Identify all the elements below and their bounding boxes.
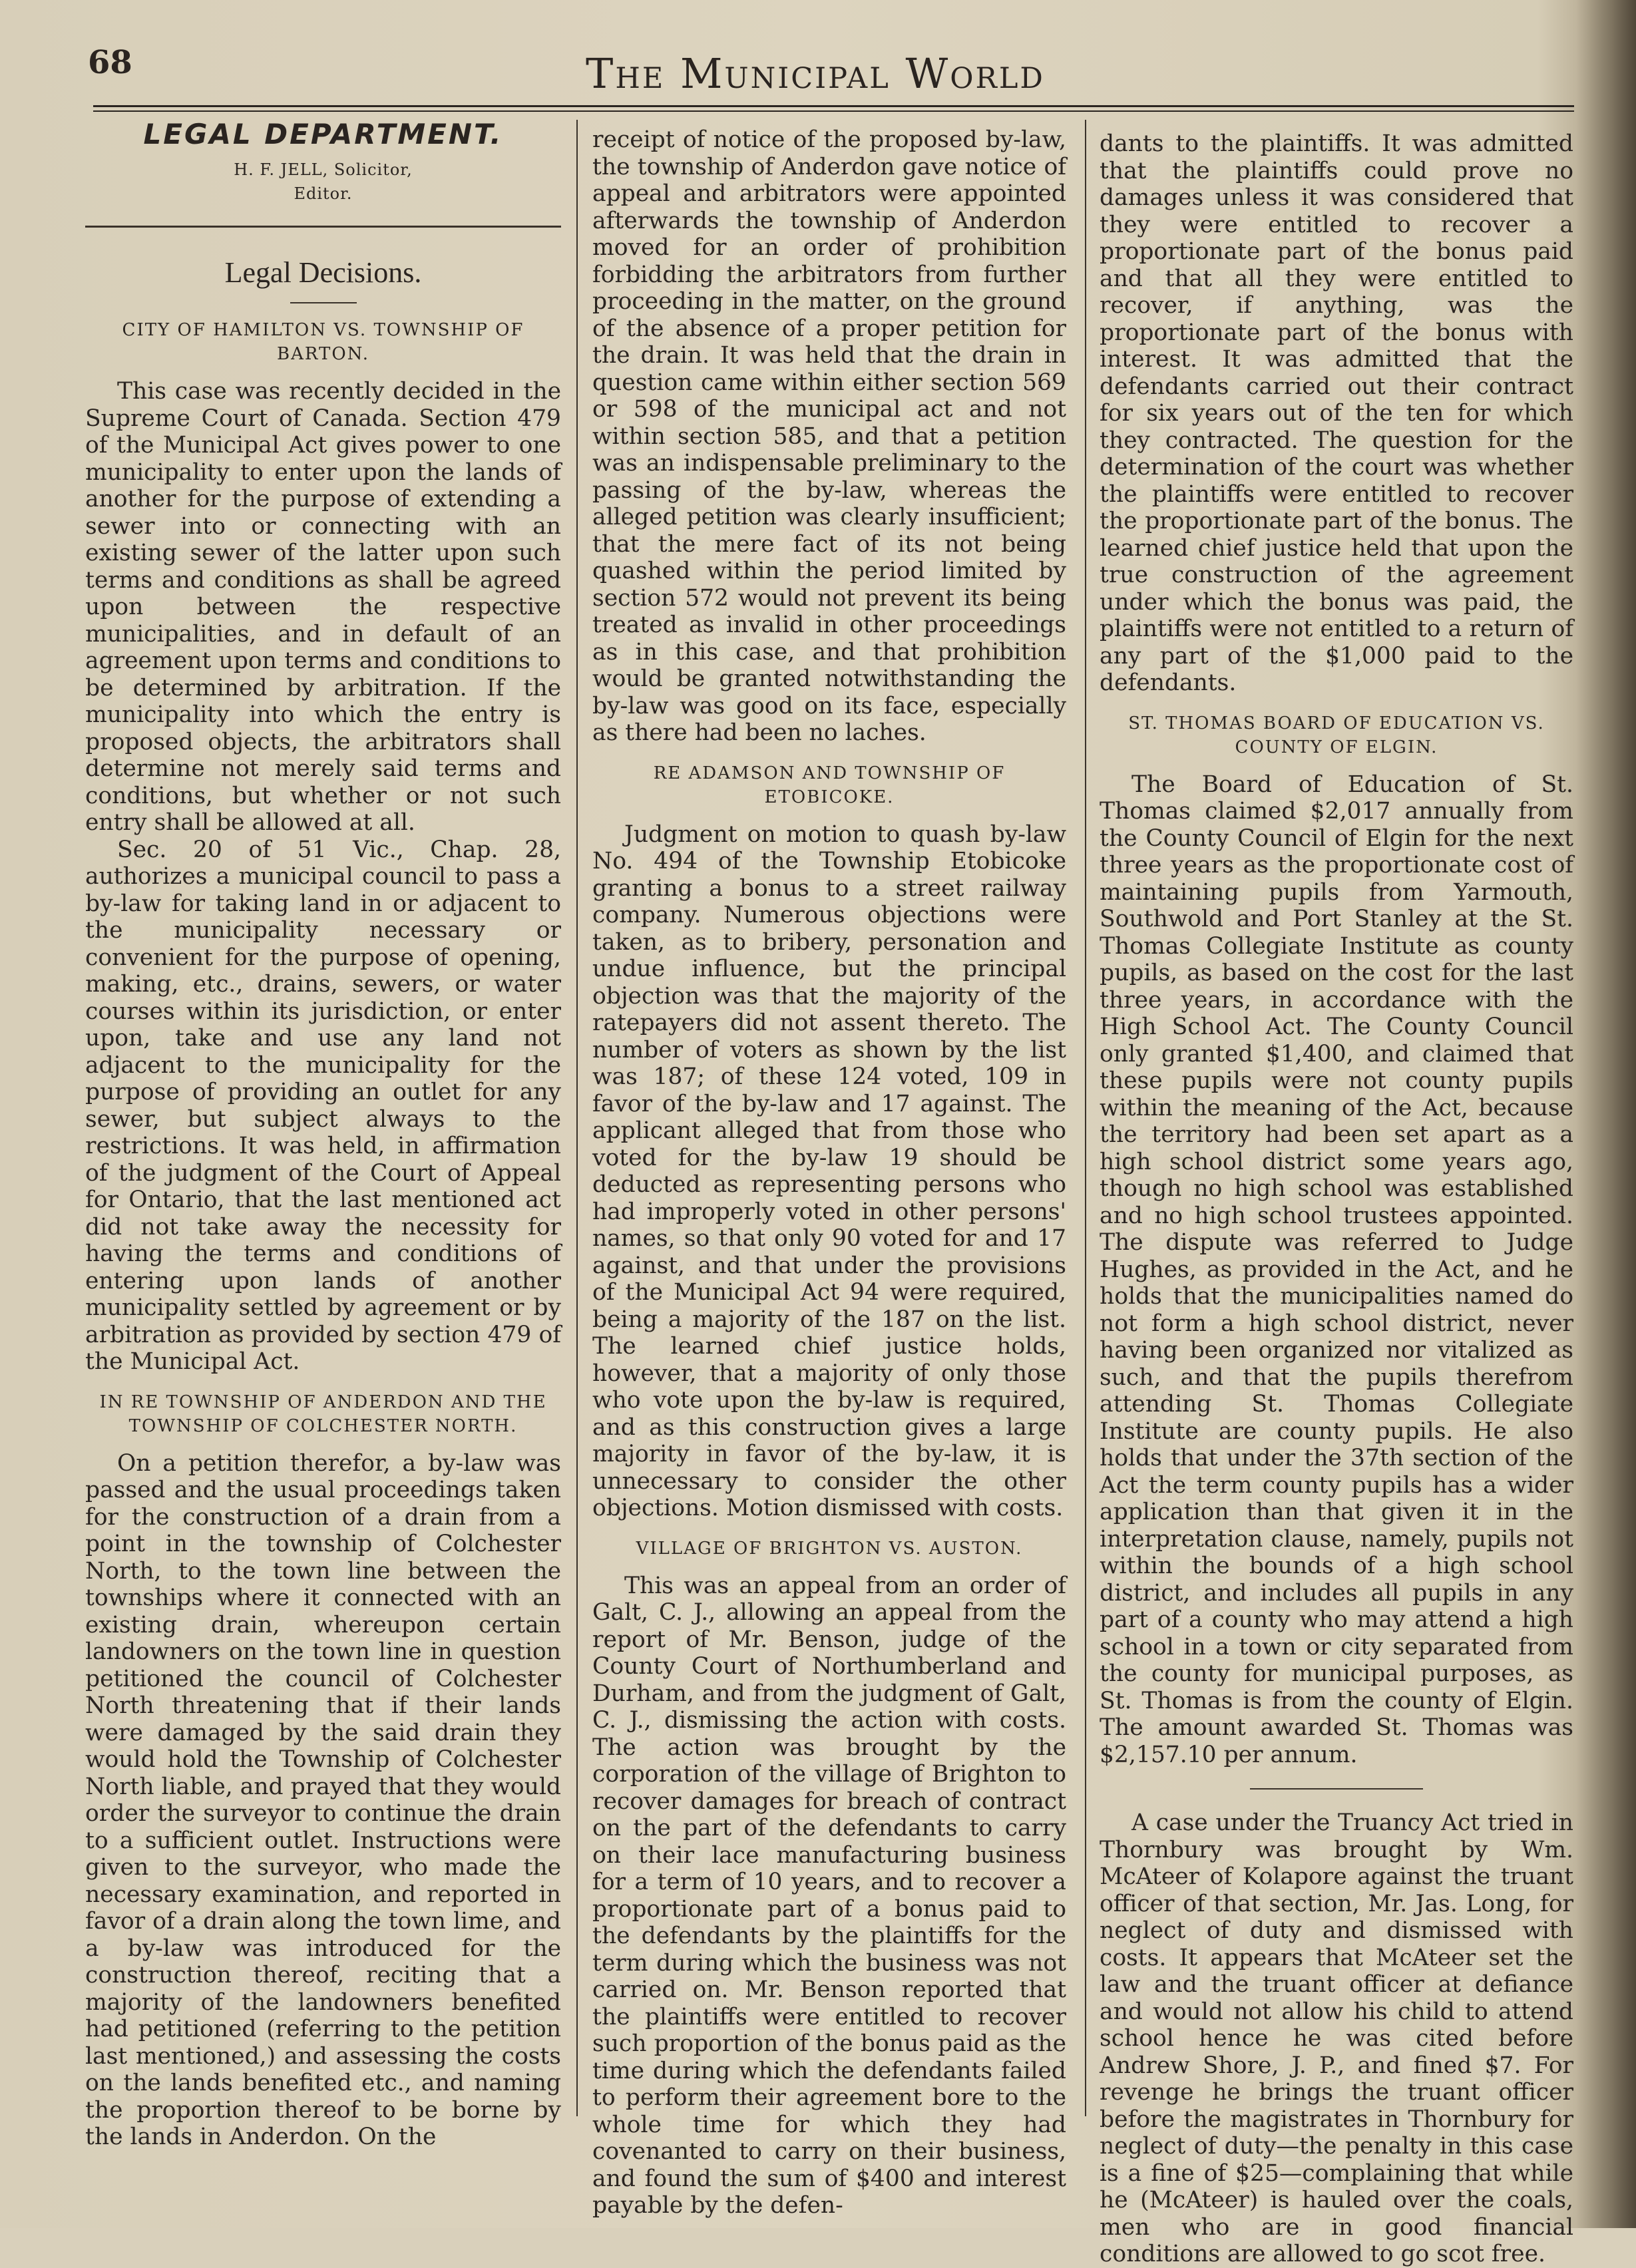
page-number: 68: [88, 44, 132, 81]
paragraph: This was an appeal from an order of Galt, C. J., allowing an appeal from the report of Mr. Benson, judge of the County Court of Northumberland and Durham, and from the judgment of Galt, C. J., dismissing the action with costs. The action was brought by the corporation of the village of Brighton to recover damages for breach of contract on the part of the defendants to carry on their lace manufacturing business for a term of 10 years, and to recover a proportionate part of a bonus paid to the defendants by the plaintiffs for the term during which the business was not carried on. Mr. Benson reported that the plaintiffs were entitled to recover such proportion of the bonus paid as the time during which the defendants failed to perform their agreement bore to the whole time for which they had covenanted to carry on their business, and found the sum of $400 and interest payable by the defen-: [592, 1572, 1066, 2219]
paragraph: A case under the Truancy Act tried in Thornbury was brought by Wm. McAteer of Kolapore against the truant officer of that section, Mr. Jas. Long, for neglect of duty and dismissed with costs. It appears that McAteer set the law and the truant officer at defiance and would not allow his child to attend school hence he was cited before Andrew Shore, J. P., and fined $7. For revenge he brings the truant officer before the magistrates in Thornbury for neglect of duty—the penalty in this case is a fine of $25—complaining that while he (McAteer) is hauled over the coals, men who are in good financial conditions are allowed to go scot free.: [1100, 1809, 1573, 2267]
column-divider-left: [576, 120, 578, 2116]
case-heading: CITY OF HAMILTON VS. TOWNSHIP OF BARTON.: [122, 320, 524, 364]
paragraph: dants to the plaintiffs. It was admitted that the plaintiffs could prove no damages unless it was considered that they were entitled to recover a proportionate part of the bonus paid and that all they were entitled to recover, if anything, was the proportionate part of the bonus with interest. It was admitted that the defendants carried out their contract for six years out of the ten for which they contracted. The question for the determination of the court was whether the plaintiffs were entitled to recover the proportionate part of the bonus. The learned chief justice held that upon the true construction of the agreement under which the bonus was paid, the plaintiffs were not entitled to a return of any part of the $1,000 paid to the defendants.: [1100, 130, 1573, 696]
column-1: [85, 118, 561, 2151]
article-separator-rule: [1250, 1788, 1423, 1790]
header-rule-thick: [93, 105, 1574, 107]
masthead-title: The Municipal World: [586, 49, 1045, 98]
paragraph: receipt of notice of the proposed by-law, the township of Anderdon gave notice of appeal and arbitrators were appointed afterwards the township of Anderdon moved for an order of prohibition forbidding the arbitrators from further proceeding in the matter, on the ground of the absence of a proper petition for the drain. It was held that the drain in question came within either section 569 or 598 of the municipal act and not within section 585, and that a petition was an indispensable preliminary to the passing of the by-law, whereas the alleged petition was clearly insufficient; that the mere fact of its not being quashed within the period limited by section 572 would not prevent its being treated as invalid in other proceedings as in this case, and that prohibition would be granted notwithstanding the by-law was good on its face, especially as there had been no laches.: [592, 126, 1066, 746]
column-2: [592, 126, 1066, 2219]
paragraph: The Board of Education of St. Thomas claimed $2,017 annually from the County Council of Elgin for the next three years as the proportionate cost of maintaining pupils from Yarmouth, Southwold and Port Stanley at the St. Thomas Collegiate Institute as county pupils, as based on the cost for the last three years, in accordance with the High School Act. The County Council only granted $1,400, and claimed that these pupils were not county pupils within the meaning of the Act, because the territory had been set apart as a high school district some years ago, though no high school was established and no high school trustees appointed. The dispute was referred to Judge Hughes, as provided in the Act, and he holds that the municipalities named do not form a high school district, never having been organized nor vitalized as such, and that the pupils therefrom attending St. Thomas Collegiate Institute are county pupils. He also holds that under the 37th section of the Act the term county pupils has a wider application than that given it in the interpretation clause, namely, pupils not within the bounds of a high school district, and includes all pupils in any part of a county who may attend a high school in a town or city separated from the county for municipal purposes, as St. Thomas is from the county of Elgin. The amount awarded St. Thomas was $2,157.10 per annum.: [1100, 771, 1573, 1768]
department-title: LEGAL DEPARTMENT.: [143, 118, 503, 150]
paragraph: Sec. 20 of 51 Vic., Chap. 28, authorizes a municipal council to pass a by-law for taking land in or adjacent to the municipality necessary or convenient for the purpose of opening, making, etc., drains, sewers, or water courses within its jurisdiction, or enter upon, take and use any land not adjacent to the municipality for the purpose of providing an outlet for any sewer, but subject always to the restrictions. It was held, in affirmation of the judgment of the Court of Appeal for Ontario, that the last mentioned act did not take away the necessity for having the terms and conditions of entering upon lands of another municipality settled by agreement or by arbitration as provided by section 479 of the Municipal Act.: [85, 836, 561, 1375]
case-heading: ST. THOMAS BOARD OF EDUCATION VS. COUNTY OF ELGIN.: [1128, 713, 1545, 757]
section-title-rule: [290, 302, 357, 303]
case-heading: IN RE TOWNSHIP OF ANDERDON AND THE TOWNSHIP OF COLCHESTER NORTH.: [99, 1392, 547, 1436]
editor-name: H. F. JELL, Solicitor,: [234, 160, 413, 179]
header-rule-thin: [93, 110, 1574, 112]
case-heading: RE ADAMSON AND TOWNSHIP OF ETOBICOKE.: [653, 763, 1006, 807]
editor-title: Editor.: [294, 184, 353, 203]
paragraph: On a petition therefor, a by-law was passed and the usual proceedings taken for the construction of a drain from a point in the township of Colchester North, to the town line between the townships where it connected with an existing drain, whereupon certain landowners on the town line in question petitioned the council of Colchester North threatening that if their lands were damaged by the said drain they would hold the Township of Colchester North liable, and prayed that they would order the surveyor to continue the drain to a sufficient outlet. Instructions were given to the surveyor, who made the necessary examination, and reported in favor of a drain along the town lime, and a by-law was introduced for the construction thereof, reciting that a majority of the landowners benefited had petitioned (referring to the petition last mentioned,) and assessing the costs on the lands benefited etc., and naming the proportion thereof to be borne by the lands in Anderdon. On the: [85, 1449, 561, 2150]
case-heading: VILLAGE OF BRIGHTON VS. AUSTON.: [636, 1538, 1023, 1559]
paragraph: Judgment on motion to quash by-law No. 494 of the Township Etobicoke granting a bonus to a street railway company. Numerous objections were taken, as to bribery, personation and undue influence, but the principal objection was that the majority of the ratepayers did not assent thereto. The number of voters as shown by the list was 187; of these 124 voted, 109 in favor of the by-law and 17 against. The applicant alleged that from those who voted for the by-law 19 should be deducted as representing persons who had improperly voted in other persons' names, so that only 90 voted for and 17 against, and that under the provisions of the Municipal Act 94 were required, being a majority of the 187 on the list. The learned chief justice holds, however, that a majority of only those who vote upon the by-law is required, and as this construction gives a large majority in favor of the by-law, it is unnecessary to consider the other objections. Motion dismissed with costs.: [592, 821, 1066, 1521]
page-edge-shadow: [1576, 0, 1636, 2228]
column-divider-right: [1085, 120, 1086, 2116]
section-title: Legal Decisions.: [224, 256, 422, 289]
paragraph: This case was recently decided in the Supreme Court of Canada. Section 479 of the Municipal Act gives power to one municipality to enter upon the lands of another for the purpose of extending a sewer into or connecting with an existing sewer of the latter upon such terms and conditions as shall be agreed upon between the respective municipalities, and in default of an agreement upon terms and conditions to be determined by arbitration. If the municipality into which the entry is proposed objects, the arbitrators shall determine not merely said terms and conditions, but whether or not such entry shall be allowed at all.: [85, 378, 561, 836]
column-3: [1100, 130, 1573, 2268]
department-rule: [85, 226, 561, 228]
